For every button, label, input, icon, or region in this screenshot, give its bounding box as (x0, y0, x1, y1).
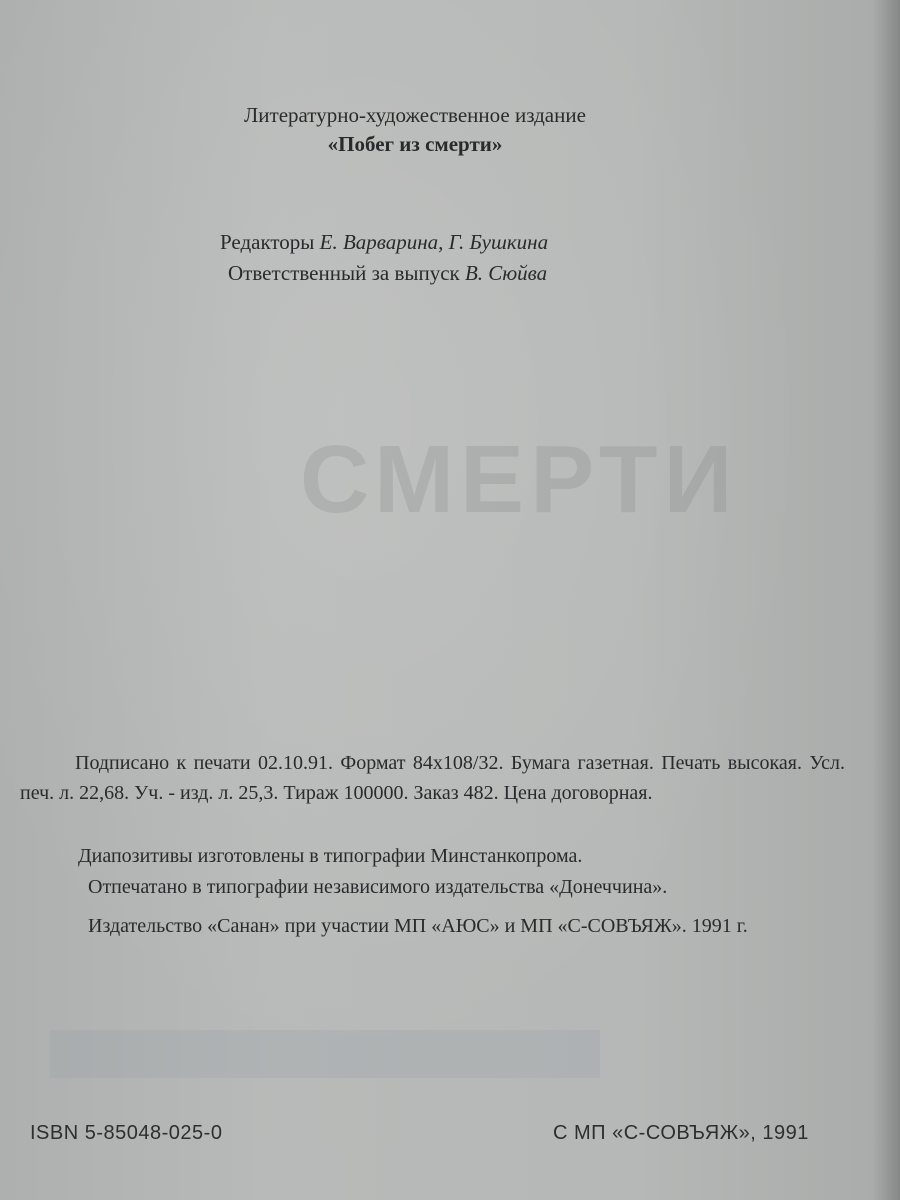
copyright-notice: C МП «С-СОВЪЯЖ», 1991 (553, 1122, 809, 1144)
show-through-band (50, 1030, 600, 1078)
show-through-text: СМЕРТИ (300, 426, 739, 533)
editors-names: Е. Варварина, Г. Бушкина (319, 230, 549, 254)
publication-type (0, 103, 830, 128)
editors-label: Редакторы (220, 230, 315, 254)
printed-by-paragraph (20, 872, 845, 902)
editors-line (220, 230, 548, 255)
isbn-number: ISBN 5-85048-025-0 (30, 1122, 223, 1144)
publisher-paragraph (20, 911, 845, 941)
print-specs-paragraph (20, 748, 845, 808)
page-edge-shadow (872, 0, 900, 1200)
responsible-name: В. Сюйва (464, 261, 548, 285)
publication-type-text: Литературно-художественное издание (244, 103, 586, 127)
book-title (0, 132, 830, 157)
diapositives-text: Диапозитивы изготовлены в типографии Минстанкопрома. (78, 845, 583, 867)
book-title-text: «Побег из смерти» (327, 132, 503, 156)
responsible-label: Ответственный за выпуск (228, 261, 460, 285)
publisher-text: Издательство «Санан» при участии МП «АЮС» и МП «С-СОВЪЯЖ». 1991 г. (88, 915, 748, 937)
diapositives-paragraph (20, 841, 845, 871)
print-specs-text: Подписано к печати 02.10.91. Формат 84х108/32. Бумага газетная. Печать высокая. Усл. печ. л. 22,68. Уч. - изд. л. 25,3. Тираж 100000. Заказ 482. Цена договорная. (20, 752, 845, 804)
printed-by-text: Отпечатано в типографии независимого издательства «Донеччина». (88, 876, 668, 898)
responsible-line (228, 261, 547, 286)
